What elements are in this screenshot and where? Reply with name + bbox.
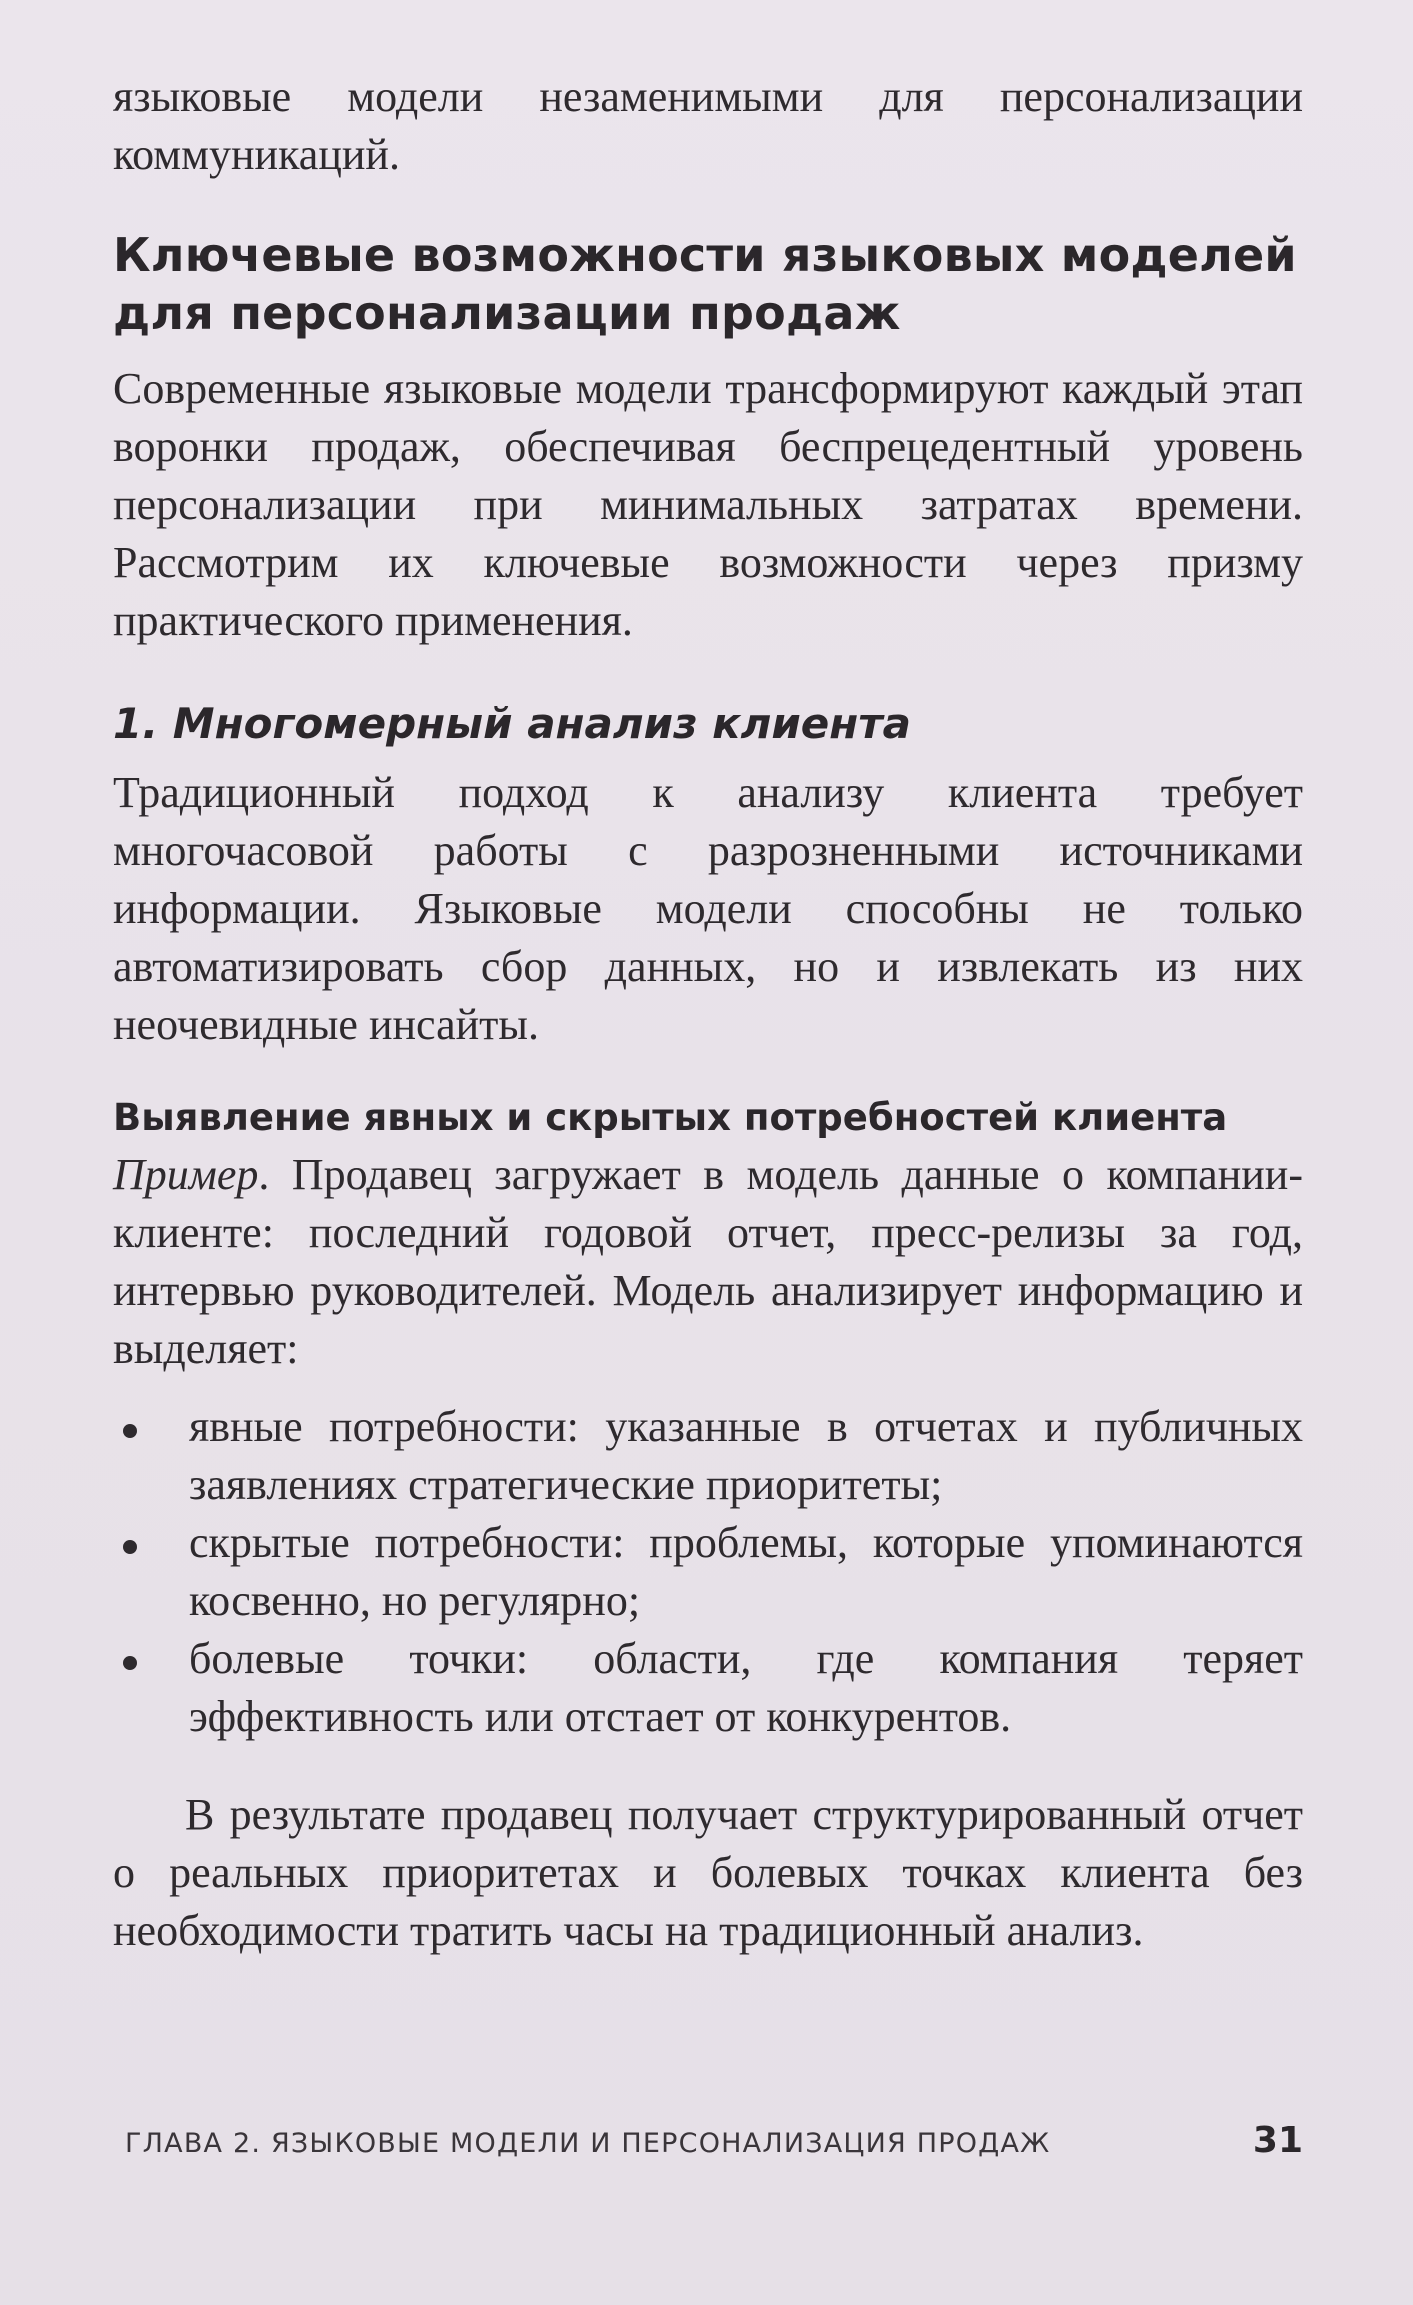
section-heading: Ключевые возможности языковых моделей для персонализации продаж bbox=[113, 228, 1297, 340]
section-paragraph: Современные языковые модели трансформируют каждый этап воронки продаж, обеспечивая беспрецедентный уровень персонализации при минимальных затратах времени. Рассмотрим их ключевые возможности через призму практического применения. bbox=[113, 364, 1303, 645]
example-paragraph bbox=[113, 1146, 1303, 1378]
bullet-dot-icon bbox=[123, 1656, 137, 1670]
bullet-dot-icon bbox=[123, 1540, 137, 1554]
intro-paragraph: языковые модели незаменимыми для персонализации коммуникаций. bbox=[113, 72, 1303, 179]
list-item bbox=[113, 1398, 1303, 1514]
running-chapter-title: ГЛАВА 2. ЯЗЫКОВЫЕ МОДЕЛИ И ПЕРСОНАЛИЗАЦИЯ ПРОДАЖ bbox=[125, 2128, 1051, 2159]
list-item-text: болевые точки: области, где компания теряет эффективность или отстает от конкурентов. bbox=[189, 1634, 1303, 1741]
list-item-text: скрытые потребности: проблемы, которые упоминаются косвенно, но регулярно; bbox=[189, 1518, 1303, 1625]
list-item bbox=[113, 1630, 1303, 1746]
example-text: . Продавец загружает в модель данные о компании-клиенте: последний годовой отчет, пресс-релизы за год, интервью руководителей. Модель анализирует информацию и выделяет: bbox=[113, 1150, 1303, 1373]
page-content bbox=[113, 68, 1303, 1960]
list-item bbox=[113, 1514, 1303, 1630]
page-number: 31 bbox=[1252, 2120, 1303, 2161]
subsection-heading: 1. Многомерный анализ клиента bbox=[113, 699, 911, 748]
subsection-paragraph: Традиционный подход к анализу клиента требует многочасовой работы с разрозненными источниками информации. Языковые модели способны не только автоматизировать сбор данных, но и извлекать из них неочевидные инсайты. bbox=[113, 768, 1303, 1049]
bullet-dot-icon bbox=[123, 1424, 137, 1438]
minor-heading: Выявление явных и скрытых потребностей клиента bbox=[113, 1096, 1228, 1139]
result-paragraph: В результате продавец получает структурированный отчет о реальных приоритетах и болевых точках клиента без необходимости тратить часы на традиционный анализ. bbox=[113, 1790, 1303, 1955]
list-item-text: явные потребности: указанные в отчетах и публичных заявлениях стратегические приоритеты; bbox=[189, 1402, 1303, 1509]
page-footer bbox=[113, 2118, 1303, 2178]
needs-list bbox=[113, 1398, 1303, 1746]
example-label: Пример bbox=[113, 1150, 259, 1199]
